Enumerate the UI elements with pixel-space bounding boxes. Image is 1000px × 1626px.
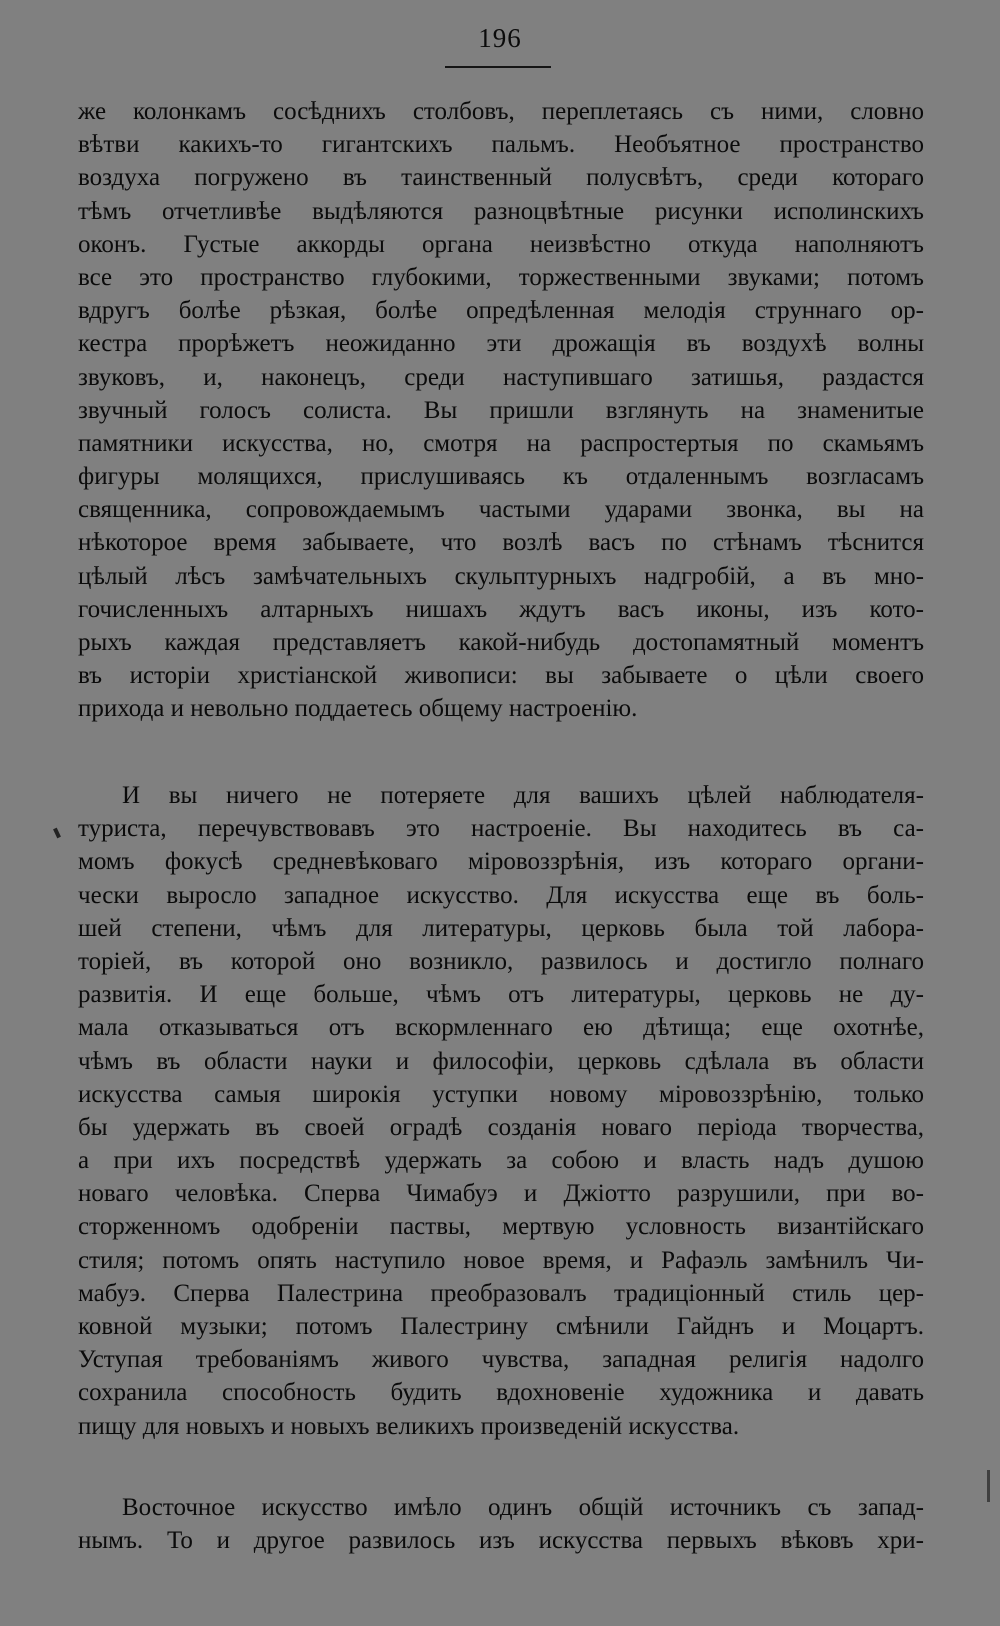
page-number-underline bbox=[445, 66, 551, 68]
text-line: цѣлый лѣсъ замѣчательныхъ скульптурныхъ надгробій, а въ мно- bbox=[78, 562, 924, 590]
text-line: ковной музыки; потомъ Палестрину смѣнили Гайднъ и Моцартъ. bbox=[78, 1313, 924, 1340]
text-line: пищу для новыхъ и новыхъ великихъ произведеній искусства. bbox=[78, 1412, 740, 1440]
text-line: гочисленныхъ алтарныхъ нишахъ ждутъ васъ иконы, изъ кото- bbox=[78, 595, 924, 623]
text-line: тѣмъ отчетливѣе выдѣляются разноцвѣтные рисунки исполинскихъ bbox=[78, 197, 924, 225]
text-line: новаго человѣка. Сперва Чимабуэ и Джіотто разрушили, при во- bbox=[78, 1180, 924, 1208]
text-line: нымъ. То и другое развилось изъ искусства первыхъ вѣковъ хри- bbox=[78, 1527, 924, 1555]
paragraph-1 bbox=[78, 95, 924, 726]
text-line: сохранила способность будить вдохновеніе художника и давать bbox=[78, 1379, 924, 1407]
text-line: фигуры молящихся, прислушиваясь къ отдаленнымъ возгласамъ bbox=[78, 463, 924, 491]
text-line: кестра прорѣжетъ неожиданно эти дрожащія въ воздухѣ волны bbox=[78, 330, 924, 358]
margin-mark bbox=[53, 828, 61, 839]
text-line: чѣмъ въ области науки и философіи, церковь сдѣлала въ области bbox=[78, 1047, 924, 1075]
text-line: звучный голосъ солиста. Вы пришли взглянуть на знаменитые bbox=[78, 396, 924, 424]
text-line: памятники искусства, но, смотря на распростертыя по скамьямъ bbox=[78, 429, 924, 457]
text-line: мабуэ. Сперва Палестрина преобразовалъ традиціонный стиль цер- bbox=[78, 1279, 924, 1307]
text-line: туриста, перечувствовавъ это настроеніе. Вы находитесь въ са- bbox=[78, 815, 924, 843]
text-line: все это пространство глубокими, торжественными звуками; потомъ bbox=[78, 263, 924, 291]
text-line: нѣкоторое время забываете, что возлѣ васъ по стѣнамъ тѣснится bbox=[78, 529, 924, 557]
text-line: момъ фокусѣ средневѣковаго міровоззрѣнія, изъ котораго органи- bbox=[78, 848, 924, 876]
text-line: стиля; потомъ опять наступило новое время, и Рафаэль замѣнилъ Чи- bbox=[78, 1246, 924, 1274]
text-line: а при ихъ посредствѣ удержать за собою и власть надъ душою bbox=[78, 1147, 924, 1175]
text-line: торіей, въ которой оно возникло, развилось и достигло полнаго bbox=[78, 947, 924, 975]
text-line: мала отказываться отъ вскормленнаго ею дѣтища; еще охотнѣе, bbox=[78, 1014, 924, 1042]
text-line: Восточное искусство имѣло одинъ общій источникъ съ запад- bbox=[122, 1494, 924, 1521]
text-line: оконъ. Густые аккорды органа неизвѣстно откуда наполняютъ bbox=[78, 230, 924, 258]
text-line: сторженномъ одобреніи паствы, мертвую условность византійскаго bbox=[78, 1213, 924, 1241]
scan-edge-mark bbox=[987, 1470, 990, 1502]
text-line: искусства самыя широкія уступки новому міровоззрѣнію, только bbox=[78, 1080, 924, 1108]
text-line: же колонкамъ сосѣднихъ столбовъ, переплетаясь съ ними, словно bbox=[78, 98, 924, 125]
text-line: вѣтви какихъ-то гигантскихъ пальмъ. Необъятное пространство bbox=[78, 131, 924, 159]
text-line: чески выросло западное искусство. Для искусства еще въ боль- bbox=[78, 881, 924, 909]
paragraph-3 bbox=[78, 1491, 924, 1557]
text-line: въ исторіи христіанской живописи: вы забываете о цѣли своего bbox=[78, 662, 924, 690]
text-line: Уступая требованіямъ живого чувства, западная религія надолго bbox=[78, 1346, 924, 1374]
text-line: рыхъ каждая представляетъ какой-нибудь достопамятный моментъ bbox=[78, 629, 924, 656]
paragraph-2 bbox=[78, 779, 924, 1443]
text-line: вдругъ болѣе рѣзкая, болѣе опредѣленная мелодія струннаго ор- bbox=[78, 297, 924, 325]
text-line: шей степени, чѣмъ для литературы, церковь была той лабора- bbox=[78, 914, 924, 942]
text-line: И вы ничего не потеряете для вашихъ цѣлей наблюдателя- bbox=[122, 782, 924, 809]
text-line: развитія. И еще больше, чѣмъ отъ литературы, церковь не ду- bbox=[78, 981, 924, 1009]
text-line: прихода и невольно поддаетесь общему настроенію. bbox=[78, 695, 638, 723]
text-line: звуковъ, и, наконецъ, среди наступившаго затишья, раздастся bbox=[78, 363, 924, 391]
text-line: бы удержать въ своей оградѣ созданія новаго періода творчества, bbox=[78, 1113, 924, 1141]
page-number: 196 bbox=[478, 23, 522, 53]
text-line: священника, сопровождаемымъ частыми ударами звонка, вы на bbox=[78, 496, 924, 524]
text-line: воздуха погружено въ таинственный полусвѣтъ, среди котораго bbox=[78, 164, 924, 192]
